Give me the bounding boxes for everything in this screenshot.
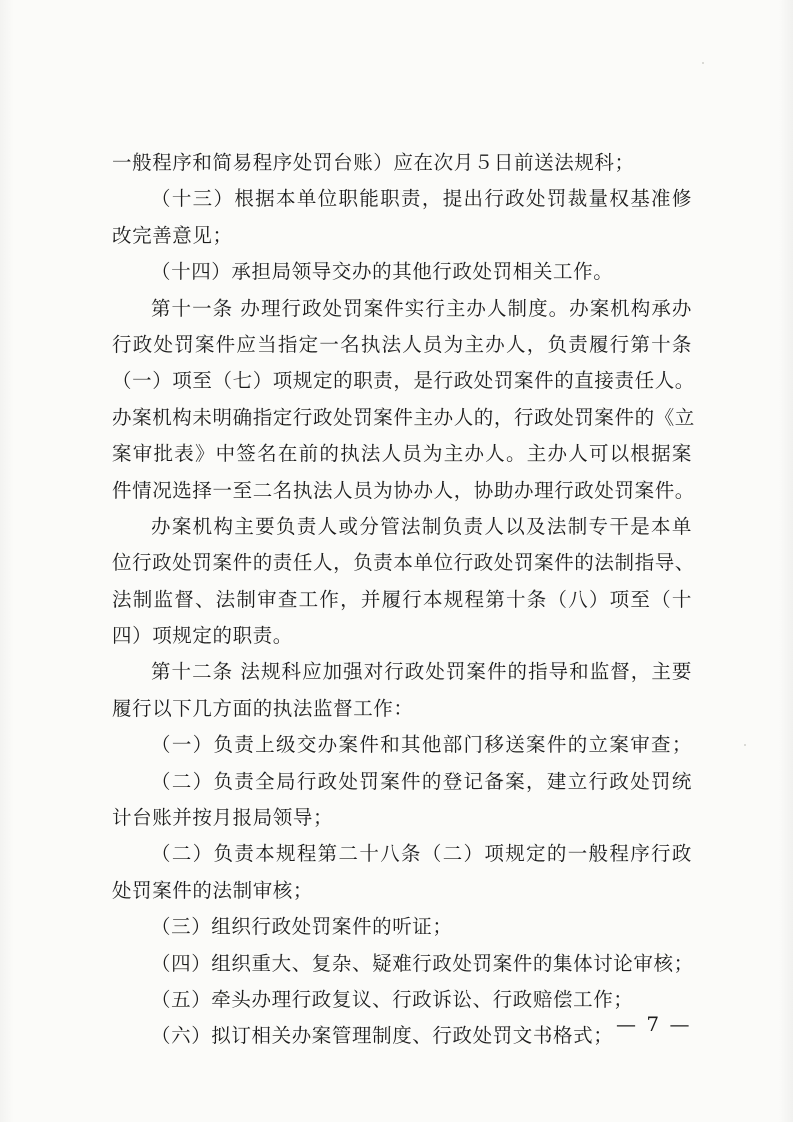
text-line: 处罚案件的法制审核； [112, 878, 314, 902]
text-line: 履行以下几方面的执法监督工作： [112, 696, 414, 720]
text-line: 一般程序和简易程序处罚台账）应在次月５日前送法规科； [112, 151, 635, 174]
text-line: 案审批表》中签名在前的执法人员为主办人。主办人可以根据案 [112, 442, 692, 466]
text-line: （一）负责上级交办案件和其他部门移送案件的立案审查； [151, 733, 692, 757]
text-line: （六）拟订相关办案管理制度、行政处罚文书格式； [151, 1024, 614, 1048]
text-line: 件情况选择一至二名执法人员为协办人，协助办理行政处罚案件。 [112, 478, 695, 502]
document-body [112, 145, 695, 1055]
text-line: 办案机构主要负责人或分管法制负责人以及法制专干是本单 [151, 514, 692, 538]
paper-speck [744, 744, 746, 746]
text-line: （二）负责本规程第二十八条（二）项规定的一般程序行政 [151, 842, 692, 866]
text-line: （五）牵头办理行政复议、行政诉讼、行政赔偿工作； [151, 987, 634, 1011]
paper-speck [702, 62, 704, 64]
text-line: （十三）根据本单位职能职责，提出行政处罚裁量权基准修 [151, 187, 692, 211]
text-line: 第十一条 办理行政处罚案件实行主办人制度。办案机构承办 [151, 296, 692, 320]
text-line: 位行政处罚案件的责任人，负责本单位行政处罚案件的法制指导、 [112, 551, 695, 575]
text-line: （三）组织行政处罚案件的听证； [151, 915, 453, 939]
text-line: 第十二条 法规科应加强对行政处罚案件的指导和监督，主要 [151, 660, 692, 684]
text-line: 行政处罚案件应当指定一名执法人员为主办人，负责履行第十条 [112, 332, 692, 356]
text-line: 四）项规定的职责。 [112, 624, 293, 648]
text-line: 办案机构未明确指定行政处罚案件主办人的，行政处罚案件的《立 [112, 405, 695, 429]
text-line: （四）组织重大、复杂、疑难行政处罚案件的集体讨论审核； [151, 951, 694, 975]
text-line: （十四）承担局领导交办的其他行政处罚相关工作。 [151, 260, 614, 284]
text-line: 改完善意见； [112, 223, 233, 247]
text-line: 计台账并按月报局领导； [112, 806, 334, 830]
page-number: — 7 — [616, 1012, 692, 1036]
text-line: （一）项至（七）项规定的职责，是行政处罚案件的直接责任人。 [112, 369, 695, 393]
text-line: 法制监督、法制审查工作，并履行本规程第十条（八）项至（十 [112, 587, 692, 611]
text-line: （二）负责全局行政处罚案件的登记备案，建立行政处罚统 [151, 769, 692, 793]
